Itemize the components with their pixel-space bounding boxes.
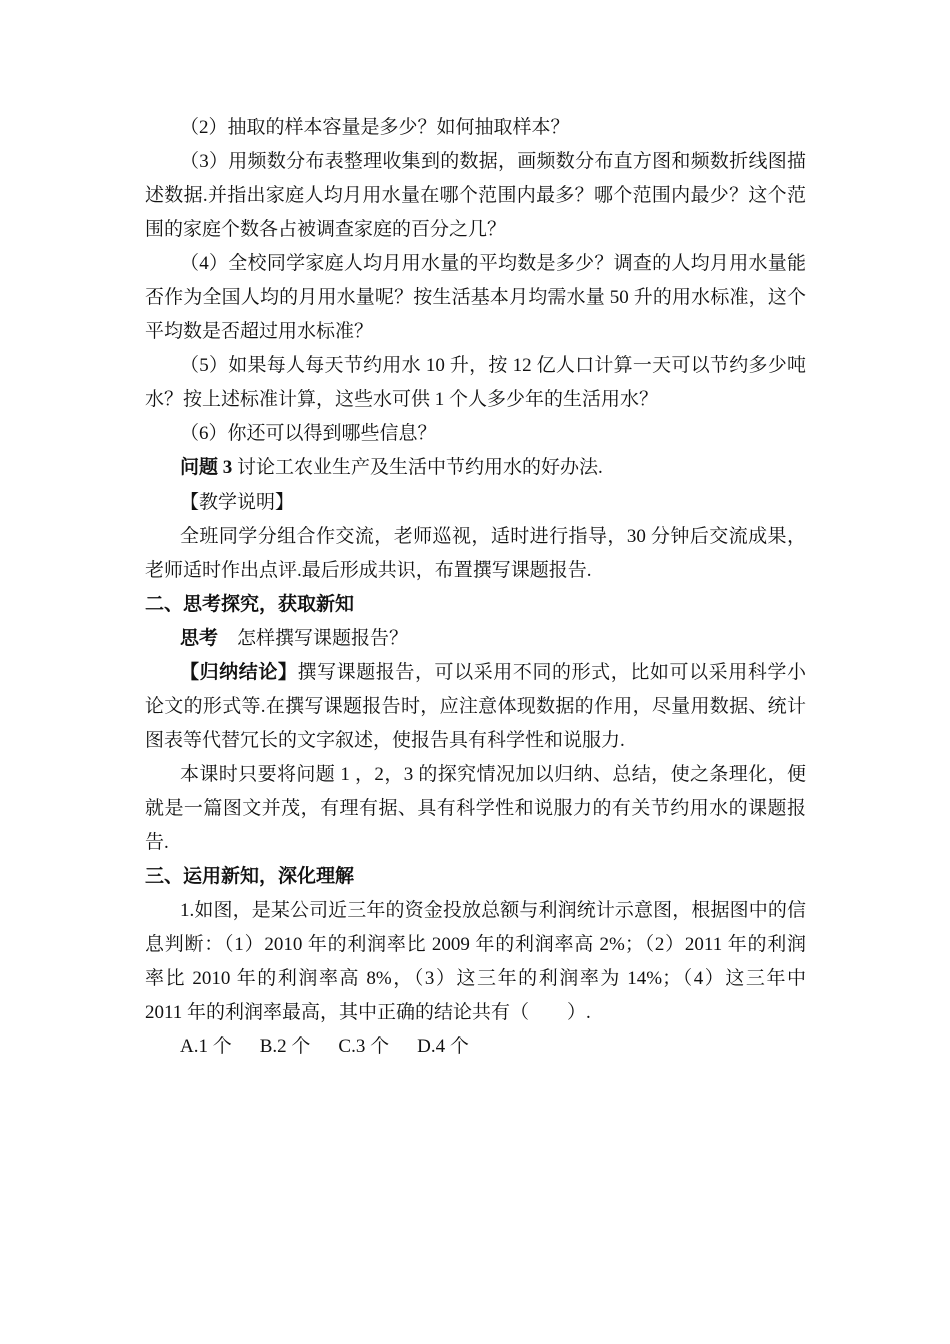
answer-options (145, 1030, 806, 1064)
text-line (145, 588, 806, 622)
text-line (145, 179, 806, 213)
text-line (145, 281, 806, 315)
text-line (145, 962, 806, 996)
text-span: （5）如果每人每天节约用水 10 升，按 12 亿人口计算一天可以节约多少吨 (180, 355, 806, 377)
text-line (145, 520, 806, 554)
text-line (145, 826, 806, 860)
answer-option: C.3 个 (338, 1036, 390, 1058)
text-span: 水？按上述标准计算，这些水可供 1 个人多少年的生活用水？ (145, 389, 659, 411)
text-line (145, 622, 806, 656)
text-span: 围的家庭个数各占被调查家庭的百分之几？ (145, 219, 507, 241)
answer-option: A.1 个 (180, 1036, 232, 1058)
text-span: 论文的形式等.在撰写课题报告时，应注意体现数据的作用，尽量用数据、统计 (145, 695, 806, 717)
text-span: （3）用频数分布表整理收集到的数据，画频数分布直方图和频数折线图描 (180, 151, 806, 173)
text-span: 讨论工农业生产及生活中节约用水的好办法. (232, 457, 603, 479)
text-span: 述数据.并指出家庭人均月用水量在哪个范围内最多？哪个范围内最少？这个范 (145, 185, 806, 207)
text-line (145, 724, 806, 758)
text-line (145, 349, 806, 383)
text-span: （6）你还可以得到哪些信息？ (180, 423, 437, 445)
bold-label: 思考 (180, 627, 219, 649)
text-span: 撰写课题报告，可以采用不同的形式，比如可以采用科学小 (297, 661, 806, 683)
text-span: 全班同学分组合作交流，老师巡视，适时进行指导，30 分钟后交流成果， (180, 525, 806, 547)
text-line (145, 315, 806, 349)
answer-option: D.4 个 (417, 1036, 469, 1058)
text-span: 1.如图，是某公司近三年的资金投放总额与利润统计示意图，根据图中的信 (180, 900, 806, 922)
text-line (145, 145, 806, 179)
text-line (145, 690, 806, 724)
text-span: 平均数是否超过用水标准？ (145, 321, 374, 343)
text-line (145, 554, 806, 588)
text-span: 本课时只要将问题 1 ，2，3 的探究情况加以归纳、总结，使之条理化，便 (180, 763, 806, 785)
bold-label: 问题 3 (180, 457, 233, 479)
text-line (145, 894, 806, 928)
text-span: 息判断：（1）2010 年的利润率比 2009 年的利润率高 2%；（2）2011 年的利润 (145, 934, 806, 956)
text-span: 2011 年的利润率最高，其中正确的结论共有（ ）. (145, 1002, 591, 1024)
text-span: 就是一篇图文并茂，有理有据、具有科学性和说服力的有关节约用水的课题报 (145, 797, 806, 819)
text-span: 否作为全国人均的月用水量呢？按生活基本月均需水量 50 升的用水标准，这个 (145, 287, 806, 309)
answer-option: B.2 个 (259, 1036, 311, 1058)
text-span: 怎样撰写课题报告？ (218, 627, 409, 649)
bold-label: 二、思考探究，获取新知 (145, 593, 355, 615)
text-line (145, 383, 806, 417)
text-line (145, 656, 806, 690)
text-line (145, 451, 806, 485)
text-span: 图表等代替冗长的文字叙述，使报告具有科学性和说服力. (145, 729, 625, 751)
text-span: 老师适时作出点评.最后形成共识，布置撰写课题报告. (145, 559, 592, 581)
text-line (145, 417, 806, 451)
text-line (145, 486, 806, 520)
bold-label: 【归纳结论】 (180, 661, 298, 683)
text-span: 【教学说明】 (180, 491, 295, 513)
text-span: （4）全校同学家庭人均月用水量的平均数是多少？调查的人均月用水量能 (180, 253, 806, 275)
text-line (145, 758, 806, 792)
text-line (145, 247, 806, 281)
bold-label: 三、运用新知，深化理解 (145, 866, 355, 888)
text-line (145, 213, 806, 247)
document-body (145, 111, 806, 1064)
text-line (145, 792, 806, 826)
text-span: （2）抽取的样本容量是多少？如何抽取样本？ (180, 117, 570, 138)
text-line (145, 860, 806, 894)
text-span: 率比 2010 年的利润率高 8%，（3）这三年的利润率为 14%；（4）这三年中 (145, 968, 806, 990)
text-line (145, 928, 806, 962)
text-line (145, 111, 806, 145)
text-span: 告. (145, 831, 169, 853)
text-line (145, 996, 806, 1030)
